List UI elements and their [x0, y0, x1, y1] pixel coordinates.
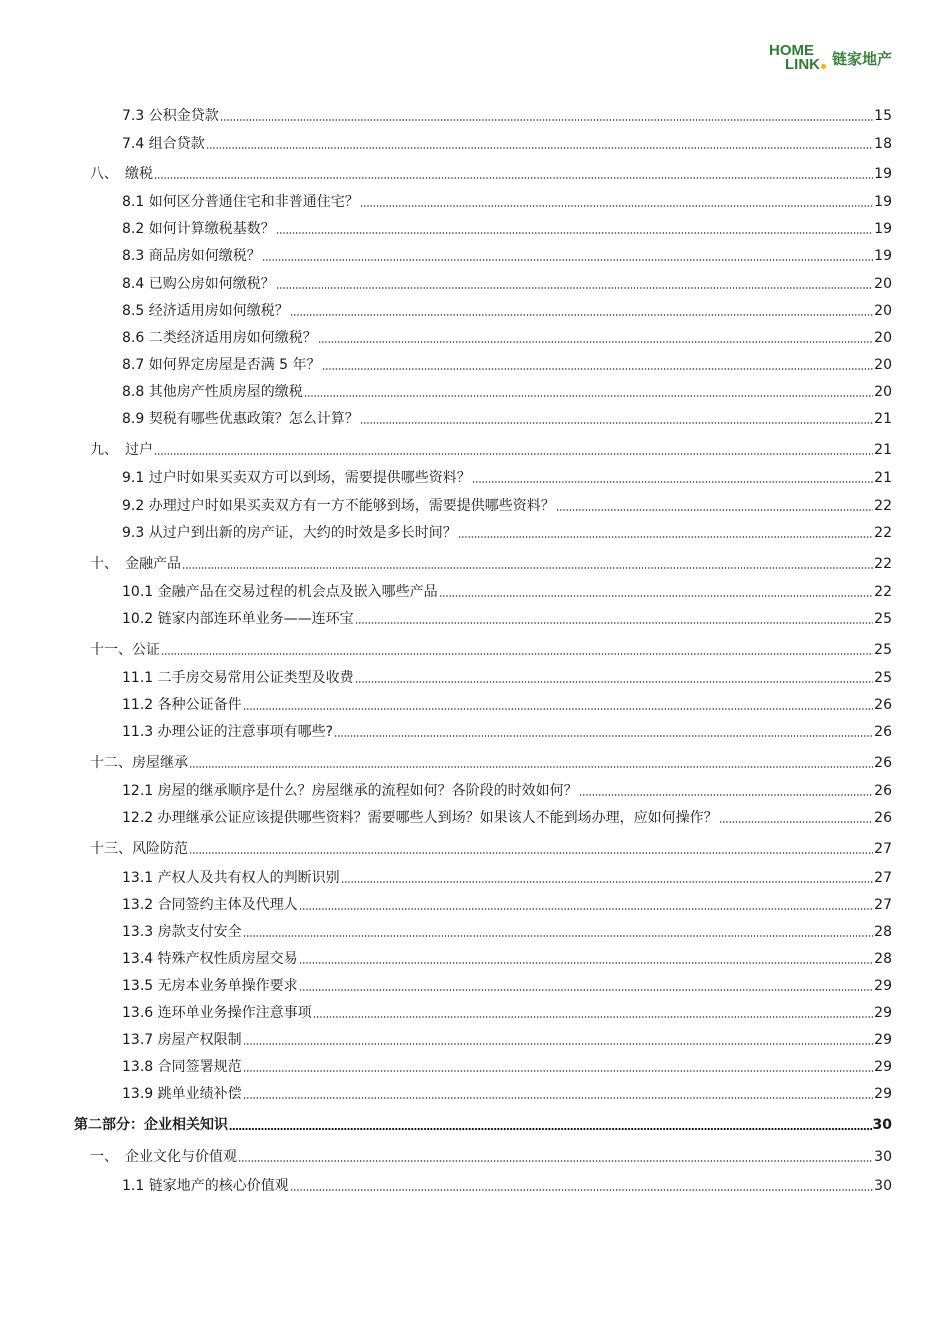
- toc-entry-title: 7.4 组合贷款: [122, 136, 205, 152]
- toc-entry[interactable]: [122, 1030, 892, 1050]
- toc-dot-leader: [189, 852, 873, 854]
- toc-entry[interactable]: [90, 440, 892, 460]
- toc-chapter-number: 八、: [90, 166, 118, 182]
- toc-entry[interactable]: [122, 106, 892, 126]
- toc-entry[interactable]: [122, 781, 892, 801]
- toc-dot-leader: [229, 1128, 872, 1130]
- toc-chapter-title: 风险防范: [132, 841, 188, 857]
- toc-entry[interactable]: [122, 355, 892, 375]
- toc-entry[interactable]: [122, 1057, 892, 1077]
- toc-entry[interactable]: [122, 192, 892, 212]
- toc-dot-leader: [243, 708, 874, 710]
- toc-entry-title: 13.1 产权人及共有权人的判断识别: [122, 870, 340, 886]
- toc-entry-title: 9.2 办理过户时如果买卖双方有一方不能够到场，需要提供哪些资料？: [122, 498, 555, 514]
- toc-entry[interactable]: [122, 922, 892, 942]
- toc-entry-title: 8.4 已购公房如何缴税？: [122, 276, 275, 292]
- toc-entry[interactable]: [122, 523, 892, 543]
- toc-entry[interactable]: [90, 554, 892, 574]
- toc-page-number: 29: [874, 978, 892, 994]
- toc-page-number: 19: [874, 248, 892, 264]
- toc-entry-title: [90, 554, 181, 574]
- logo-line-1: HOME: [768, 42, 814, 59]
- toc-dot-leader: [322, 368, 874, 370]
- toc-page-number: 22: [874, 556, 892, 572]
- toc-page-number: 22: [874, 498, 892, 514]
- toc-page-number: 25: [874, 642, 892, 658]
- toc-entry[interactable]: [122, 976, 892, 996]
- toc-dot-leader: [276, 287, 873, 289]
- toc-entry-title: 12.2 办理继承公证应该提供哪些资料？需要哪些人到场？如果该人不能到场办理，应如何操作？: [122, 810, 718, 826]
- toc-entry-title: 8.2 如何计算缴税基数？: [122, 221, 275, 237]
- toc-chapter-number: 一、: [90, 1149, 118, 1165]
- logo-line-2: LINK: [785, 58, 826, 72]
- toc-page-number: 26: [874, 697, 892, 713]
- toc-entry[interactable]: [122, 895, 892, 915]
- toc-entry[interactable]: [122, 274, 892, 294]
- toc-entry-title: 8.3 商品房如何缴税？: [122, 248, 261, 264]
- homelink-logo-mark: [769, 44, 826, 72]
- toc-dot-leader: [472, 481, 873, 483]
- toc-entry-title: 13.3 房款支付安全: [122, 924, 242, 940]
- toc-dot-leader: [243, 1097, 874, 1099]
- toc-page-number: 29: [874, 1005, 892, 1021]
- toc-entry-title: 13.9 跳单业绩补偿: [122, 1086, 242, 1102]
- toc-page-number: 27: [874, 870, 892, 886]
- toc-entry-title: 13.6 连环单业务操作注意事项: [122, 1005, 312, 1021]
- toc-entry[interactable]: [90, 640, 892, 660]
- toc-dot-leader: [304, 395, 873, 397]
- company-logo: [769, 44, 892, 72]
- toc-page-number: 29: [874, 1086, 892, 1102]
- toc-entry-title: 11.1 二手房交易常用公证类型及收费: [122, 670, 354, 686]
- toc-entry-title: 10.1 金融产品在交易过程的机会点及嵌入哪些产品: [122, 584, 438, 600]
- toc-entry-title: [90, 164, 153, 184]
- toc-dot-leader: [290, 314, 873, 316]
- toc-entry[interactable]: [74, 1115, 892, 1135]
- toc-dot-leader: [360, 422, 873, 424]
- toc-page-number: 29: [874, 1059, 892, 1075]
- toc-entry[interactable]: [122, 722, 892, 742]
- toc-page-number: 21: [874, 470, 892, 486]
- toc-chapter-number: 九、: [90, 442, 118, 458]
- toc-page-number: 28: [874, 951, 892, 967]
- toc-chapter-number: 十一、: [90, 642, 132, 658]
- toc-dot-leader: [276, 232, 873, 234]
- toc-entry-title: 8.7 如何界定房屋是否满 5 年？: [122, 357, 321, 373]
- toc-entry-title: 8.1 如何区分普通住宅和非普通住宅？: [122, 194, 359, 210]
- toc-dot-leader: [220, 119, 873, 121]
- logo-chinese-name: 链家地产: [831, 49, 892, 68]
- toc-page-number: 20: [874, 357, 892, 373]
- toc-entry-title: 9.1 过户时如果买卖双方可以到场，需要提供哪些资料？: [122, 470, 471, 486]
- toc-entry-title: 13.5 无房本业务单操作要求: [122, 978, 298, 994]
- toc-page-number: 30: [874, 1149, 892, 1165]
- toc-entry-title: 9.3 从过户到出新的房产证，大约的时效是多长时间？: [122, 525, 457, 541]
- toc-entry[interactable]: [122, 246, 892, 266]
- toc-page-number: 30: [874, 1178, 892, 1194]
- toc-entry[interactable]: [122, 668, 892, 688]
- toc-entry[interactable]: [122, 609, 892, 629]
- toc-page-number: 20: [874, 330, 892, 346]
- toc-dot-leader: [355, 622, 874, 624]
- toc-chapter-title: 公证: [132, 642, 160, 658]
- toc-entry[interactable]: [122, 468, 892, 488]
- toc-dot-leader: [182, 567, 873, 569]
- toc-page-number: 28: [874, 924, 892, 940]
- toc-entry[interactable]: [122, 134, 892, 154]
- toc-entry[interactable]: [122, 1084, 892, 1104]
- toc-page-number: 18: [874, 136, 892, 152]
- toc-chapter-title: 过户: [125, 442, 153, 458]
- toc-page-number: 20: [874, 276, 892, 292]
- toc-dot-leader: [360, 205, 873, 207]
- toc-entry[interactable]: [122, 328, 892, 348]
- toc-dot-leader: [439, 595, 874, 597]
- toc-dot-leader: [262, 259, 873, 261]
- toc-dot-leader: [290, 1189, 873, 1191]
- toc-dot-leader: [243, 1043, 874, 1045]
- toc-page-number: 29: [874, 1032, 892, 1048]
- toc-dot-leader: [579, 794, 874, 796]
- toc-page-number: 19: [874, 194, 892, 210]
- toc-page-number: 26: [874, 724, 892, 740]
- toc-page-number: 30: [872, 1117, 892, 1133]
- toc-entry[interactable]: [90, 753, 892, 773]
- toc-dot-leader: [238, 1160, 873, 1162]
- toc-page-number: 21: [874, 411, 892, 427]
- toc-chapter-title: 缴税: [125, 166, 153, 182]
- toc-entry-title: [90, 440, 153, 460]
- toc-entry[interactable]: [122, 1003, 892, 1023]
- toc-page-number: 21: [874, 442, 892, 458]
- toc-dot-leader: [318, 341, 873, 343]
- toc-dot-leader: [206, 147, 873, 149]
- toc-page-number: 27: [874, 841, 892, 857]
- toc-page-number: 22: [874, 525, 892, 541]
- toc-dot-leader: [189, 766, 873, 768]
- toc-chapter-title: 金融产品: [125, 556, 181, 572]
- toc-entry-title: [90, 753, 188, 773]
- toc-entry-title: [90, 839, 188, 859]
- toc-entry[interactable]: [122, 409, 892, 429]
- toc-dot-leader: [719, 821, 874, 823]
- toc-entry-title: 7.3 公积金贷款: [122, 108, 219, 124]
- toc-entry-title: 12.1 房屋的继承顺序是什么？房屋继承的流程如何？各阶段的时效如何？: [122, 783, 578, 799]
- toc-chapter-number: 十三、: [90, 841, 132, 857]
- toc-entry-title: 13.8 合同签署规范: [122, 1059, 242, 1075]
- toc-entry[interactable]: [122, 496, 892, 516]
- toc-dot-leader: [299, 908, 874, 910]
- toc-dot-leader: [154, 177, 873, 179]
- toc-dot-leader: [299, 989, 874, 991]
- toc-page-number: 20: [874, 384, 892, 400]
- toc-entry[interactable]: [122, 1176, 892, 1196]
- toc-chapter-title: 企业文化与价值观: [125, 1149, 237, 1165]
- toc-entry-title: [90, 640, 160, 660]
- toc-chapter-number: 十、: [90, 556, 118, 572]
- toc-entry-title: 1.1 链家地产的核心价值观: [122, 1178, 289, 1194]
- toc-entry-title: [90, 1147, 237, 1167]
- toc-dot-leader: [556, 509, 873, 511]
- toc-entry-title: 第二部分：企业相关知识: [74, 1117, 228, 1133]
- toc-chapter-title: 房屋继承: [132, 755, 188, 771]
- toc-entry[interactable]: [122, 949, 892, 969]
- toc-entry[interactable]: [90, 839, 892, 859]
- toc-page-number: 26: [874, 810, 892, 826]
- toc-page-number: 25: [874, 670, 892, 686]
- toc-entry[interactable]: [122, 868, 892, 888]
- toc-entry[interactable]: [122, 808, 892, 828]
- toc-entry-title: 11.2 各种公证备件: [122, 697, 242, 713]
- toc-entry-title: 10.2 链家内部连环单业务——连环宝: [122, 611, 354, 627]
- toc-page-number: 15: [874, 108, 892, 124]
- logo-dot-icon: [821, 64, 826, 69]
- toc-dot-leader: [334, 735, 873, 737]
- toc-entry[interactable]: [122, 695, 892, 715]
- toc-dot-leader: [243, 1070, 874, 1072]
- toc-page-number: 25: [874, 611, 892, 627]
- toc-entry[interactable]: [122, 301, 892, 321]
- toc-page-number: 22: [874, 584, 892, 600]
- toc-entry[interactable]: [122, 382, 892, 402]
- toc-entry[interactable]: [90, 164, 892, 184]
- toc-dot-leader: [299, 962, 874, 964]
- toc-dot-leader: [313, 1016, 874, 1018]
- toc-entry[interactable]: [122, 582, 892, 602]
- toc-entry-title: 13.7 房屋产权限制: [122, 1032, 242, 1048]
- toc-entry-title: 8.6 二类经济适用房如何缴税？: [122, 330, 317, 346]
- toc-page-number: 26: [874, 755, 892, 771]
- toc-dot-leader: [341, 881, 874, 883]
- toc-dot-leader: [161, 653, 873, 655]
- toc-page-number: 19: [874, 221, 892, 237]
- toc-entry-title: 8.9 契税有哪些优惠政策？怎么计算？: [122, 411, 359, 427]
- toc-dot-leader: [154, 453, 873, 455]
- toc-dot-leader: [355, 681, 874, 683]
- toc-entry[interactable]: [90, 1147, 892, 1167]
- toc-entry[interactable]: [122, 219, 892, 239]
- toc-entry-title: 8.8 其他房产性质房屋的缴税: [122, 384, 303, 400]
- toc-page-number: 27: [874, 897, 892, 913]
- toc-dot-leader: [243, 935, 874, 937]
- toc-page-number: 19: [874, 166, 892, 182]
- toc-page-number: 20: [874, 303, 892, 319]
- toc-dot-leader: [458, 536, 873, 538]
- toc-entry-title: 13.2 合同签约主体及代理人: [122, 897, 298, 913]
- toc-entry-title: 11.3 办理公证的注意事项有哪些?: [122, 724, 334, 740]
- toc-entry-title: 13.4 特殊产权性质房屋交易: [122, 951, 298, 967]
- toc-entry-title: 8.5 经济适用房如何缴税？: [122, 303, 289, 319]
- toc-page-number: 26: [874, 783, 892, 799]
- toc-chapter-number: 十二、: [90, 755, 132, 771]
